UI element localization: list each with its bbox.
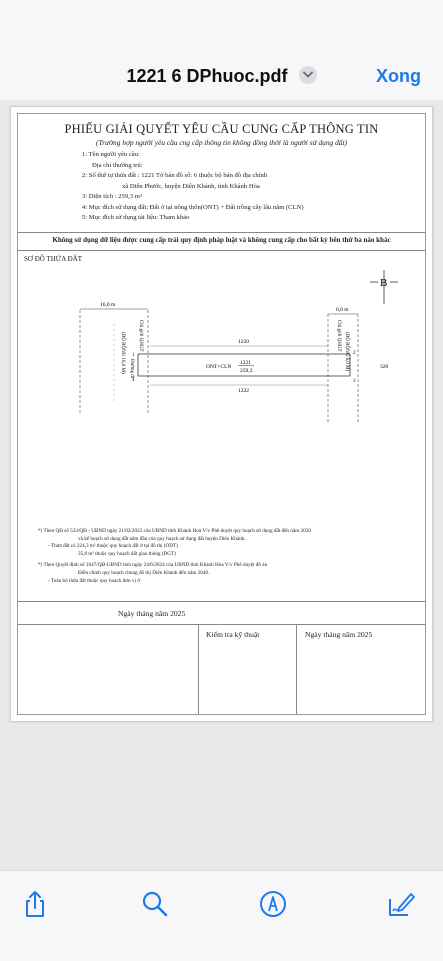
usage-notice: Không sử dụng dữ liệu được cung cấp trái quy định pháp luật và không cung cấp cho bất kỳ bên thứ ba nào khác — [52, 236, 391, 244]
tech-check-label: Kiểm tra kỹ thuật — [206, 630, 260, 639]
note-line: Điều chỉnh quy hoạch chung đô thị Diên Khánh đến năm 2040. — [78, 569, 210, 576]
top-navigation-bar — [0, 0, 443, 101]
road-left-width: (ĐỘ RỘNG 16,0 M) — [120, 332, 125, 374]
divider — [18, 601, 425, 602]
dim-left-label: 16,0 m — [100, 302, 116, 308]
divider — [18, 250, 425, 251]
pdf-page — [10, 106, 433, 722]
info-line: xã Diên Phước, huyện Diên Khánh, tỉnh Khánh Hòa — [122, 182, 260, 190]
corner-point-3: 3 — [353, 379, 356, 384]
parcel-main-number: 1221 — [240, 360, 251, 366]
date-right: Ngày tháng năm 2025 — [305, 630, 373, 639]
dim-right-label: 6,0 m — [336, 307, 349, 313]
info-line: Địa chỉ thường trú: — [92, 161, 143, 169]
info-line: 1: Tên người yêu cầu: — [82, 151, 140, 158]
info-line: 2: Số thứ tự thửa đất : 1221 Tờ bản đồ số: 6 thuộc bộ bản đồ địa chính — [82, 172, 268, 179]
parcel-use: ONT+CLN — [206, 364, 232, 370]
parcel-bottom-number: 1222 — [238, 388, 249, 394]
corner-point-1: 1 — [132, 353, 135, 358]
bottom-toolbar — [0, 870, 443, 961]
north-label: B — [380, 277, 388, 289]
diagram-heading: SƠ ĐỒ THỬA ĐẤT — [24, 255, 82, 263]
sign-icon[interactable] — [386, 889, 416, 919]
road-right-boundary: Chỉ giới QHGT — [336, 320, 341, 352]
info-line: 4: Mục đích sử dụng đất: Đất ở tại nông thôn(ONT) + Đất trồng cây lâu năm (CLN) — [82, 203, 304, 211]
divider — [18, 624, 425, 625]
column-divider — [296, 624, 297, 714]
done-button[interactable]: Xong — [376, 66, 421, 86]
note-line: 35,0 m² thuộc quy hoạch đất giao thông (DGT) — [78, 550, 176, 557]
note-line: và kế hoạch sử dụng đất năm đầu của quy hoạch sử dụng đất huyện Diên Khánh. — [78, 535, 246, 542]
document-title: PHIẾU GIẢI QUYẾT YÊU CẦU CUNG CẤP THÔNG TIN — [64, 122, 379, 136]
info-line: 5: Mục đích sử dụng tài liệu: Tham khảo — [82, 214, 190, 221]
document-subtitle: (Trường hợp người yêu cầu cng cấp thông tin không đồng thời là người sử dụng đất) — [96, 138, 347, 147]
corner-point-4: 4 — [132, 378, 135, 383]
road-right-width: (ĐỘ RỘNG 6,0 M) — [344, 332, 349, 372]
chevron-down-icon[interactable] — [299, 66, 317, 84]
request-info — [82, 150, 304, 224]
pdf-viewer[interactable] — [0, 100, 443, 870]
parcel-right-number: 320 — [380, 364, 389, 370]
document-frame — [17, 113, 426, 715]
note-line: *) Theo Quyết định số 1647/QĐ-UBND tỉnh ngày 24/6/2024 của UBND tỉnh Khánh Hòa V/v Phê duyệt đồ án — [38, 562, 268, 569]
road-left-boundary: Chỉ giới QHGT — [138, 320, 143, 352]
date-left: Ngày tháng năm 2025 — [118, 609, 186, 618]
info-line: 3: Diện tích : 259,3 m² — [82, 193, 142, 200]
note-line: - Thửa đất có 224,3 m² thuộc quy hoạch đất ở tại đô thị (ODT) — [48, 543, 178, 550]
note-line: - Toàn bộ thửa đất thuộc quy hoạch đơn vị ở — [48, 577, 140, 584]
parcel-top-number: 1220 — [238, 339, 249, 345]
parcel-diagram — [18, 264, 425, 524]
markup-icon[interactable] — [258, 889, 288, 919]
corner-point-2: 2 — [353, 351, 356, 356]
share-icon[interactable] — [20, 889, 50, 919]
planning-notes — [38, 528, 311, 585]
divider — [18, 232, 425, 233]
column-divider — [198, 624, 199, 714]
file-name: 1221 6 DPhuoc.pdf — [126, 66, 288, 86]
parcel-area: 259,3 — [240, 368, 253, 374]
note-line: *) Theo QĐ số 533/QĐ - UBND ngày 21/02/2022 của UBND tỉnh Khánh Hoà V/v Phê duyệt quy hoạch sử dụng đất đến năm 2030 — [38, 528, 311, 534]
road-left-name: Đường đi — [129, 359, 134, 379]
search-icon[interactable] — [140, 889, 170, 919]
